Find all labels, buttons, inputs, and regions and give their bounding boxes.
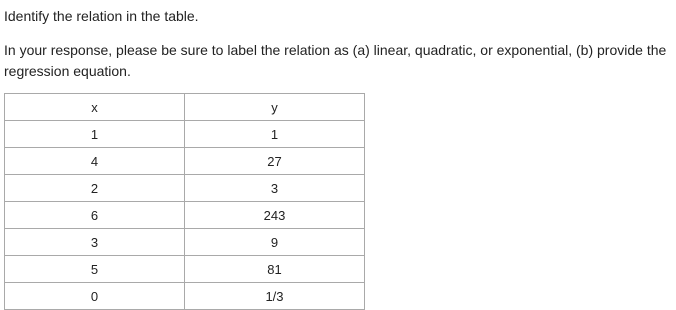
cell-x: 1 (5, 121, 185, 148)
table-row (5, 256, 365, 283)
table-row (5, 202, 365, 229)
cell-x: 4 (5, 148, 185, 175)
cell-y: 27 (185, 148, 365, 175)
cell-x: 2 (5, 175, 185, 202)
table-row (5, 175, 365, 202)
cell-y: 9 (185, 229, 365, 256)
cell-x: 0 (5, 283, 185, 310)
relation-table (4, 93, 365, 310)
column-header-x: x (5, 94, 185, 121)
cell-y: 1 (185, 121, 365, 148)
cell-y: 81 (185, 256, 365, 283)
cell-y: 1/3 (185, 283, 365, 310)
table-row (5, 148, 365, 175)
table-row (5, 229, 365, 256)
cell-x: 5 (5, 256, 185, 283)
cell-x: 3 (5, 229, 185, 256)
table-header-row (5, 94, 365, 121)
question-prompt: Identify the relation in the table. (4, 8, 199, 24)
table-row (5, 283, 365, 310)
column-header-y: y (185, 94, 365, 121)
cell-x: 6 (5, 202, 185, 229)
table-row (5, 121, 365, 148)
cell-y: 3 (185, 175, 365, 202)
question-instructions: In your response, please be sure to label the relation as (a) linear, quadratic, or exponential, (b) provide the regression equation. (4, 42, 667, 79)
cell-y: 243 (185, 202, 365, 229)
